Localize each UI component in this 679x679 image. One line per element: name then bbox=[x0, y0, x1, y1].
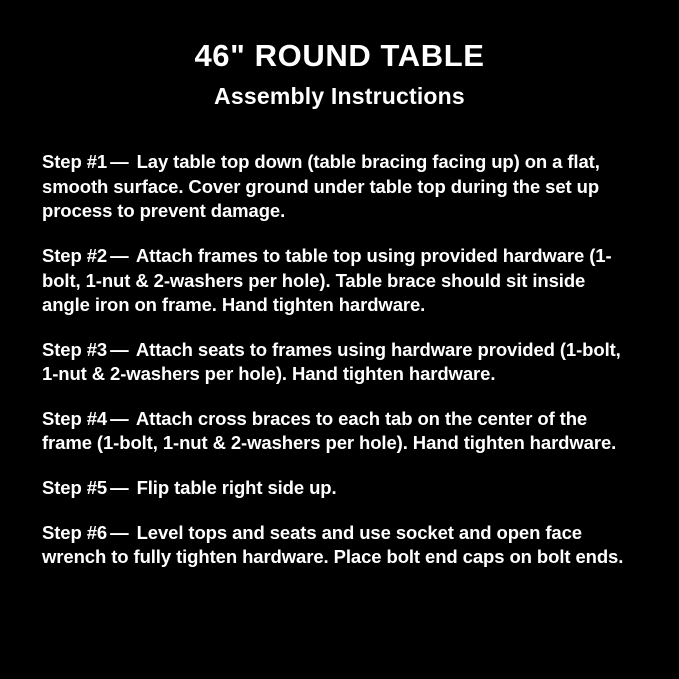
step-text: Attach seats to frames using hardware provided (1-bolt, 1-nut & 2-washers per hole). Hand tighten hardware. bbox=[42, 338, 621, 385]
step-label: Step #4 bbox=[42, 407, 108, 429]
step-dash: — bbox=[110, 521, 129, 543]
step-dash: — bbox=[110, 244, 129, 266]
steps-list bbox=[42, 132, 637, 570]
step-dash: — bbox=[110, 477, 129, 499]
step-label: Step #6 bbox=[42, 521, 108, 543]
step-item bbox=[42, 521, 637, 570]
step-text: Level tops and seats and use socket and open face wrench to fully tighten hardware. Place bolt end caps on bolt ends. bbox=[42, 521, 624, 568]
step-text: Lay table top down (table bracing facing up) on a flat, smooth surface. Cover ground under table top during the set up process to prevent damage. bbox=[42, 151, 600, 222]
step-label: Step #3 bbox=[42, 338, 108, 360]
step-dash: — bbox=[110, 151, 129, 173]
page-subtitle: Assembly Instructions bbox=[214, 82, 465, 109]
step-item bbox=[42, 476, 637, 501]
step-item bbox=[42, 407, 637, 456]
step-label: Step #1 bbox=[42, 151, 108, 173]
step-item bbox=[42, 244, 637, 318]
step-label: Step #2 bbox=[42, 244, 108, 266]
step-item bbox=[42, 338, 637, 387]
step-label: Step #5 bbox=[42, 477, 108, 499]
page-title: 46" ROUND TABLE bbox=[194, 38, 485, 73]
step-item bbox=[42, 150, 637, 224]
step-text: Attach frames to table top using provided hardware (1-bolt, 1-nut & 2-washers per hole). Table brace should sit inside angle iron on frame. Hand tighten hardware. bbox=[42, 244, 612, 316]
step-dash: — bbox=[110, 338, 129, 360]
step-dash: — bbox=[110, 407, 129, 429]
step-text: Flip table right side up. bbox=[136, 477, 337, 499]
step-text: Attach cross braces to each tab on the center of the frame (1-bolt, 1-nut & 2-washers per hole). Hand tighten hardware. bbox=[42, 407, 617, 454]
